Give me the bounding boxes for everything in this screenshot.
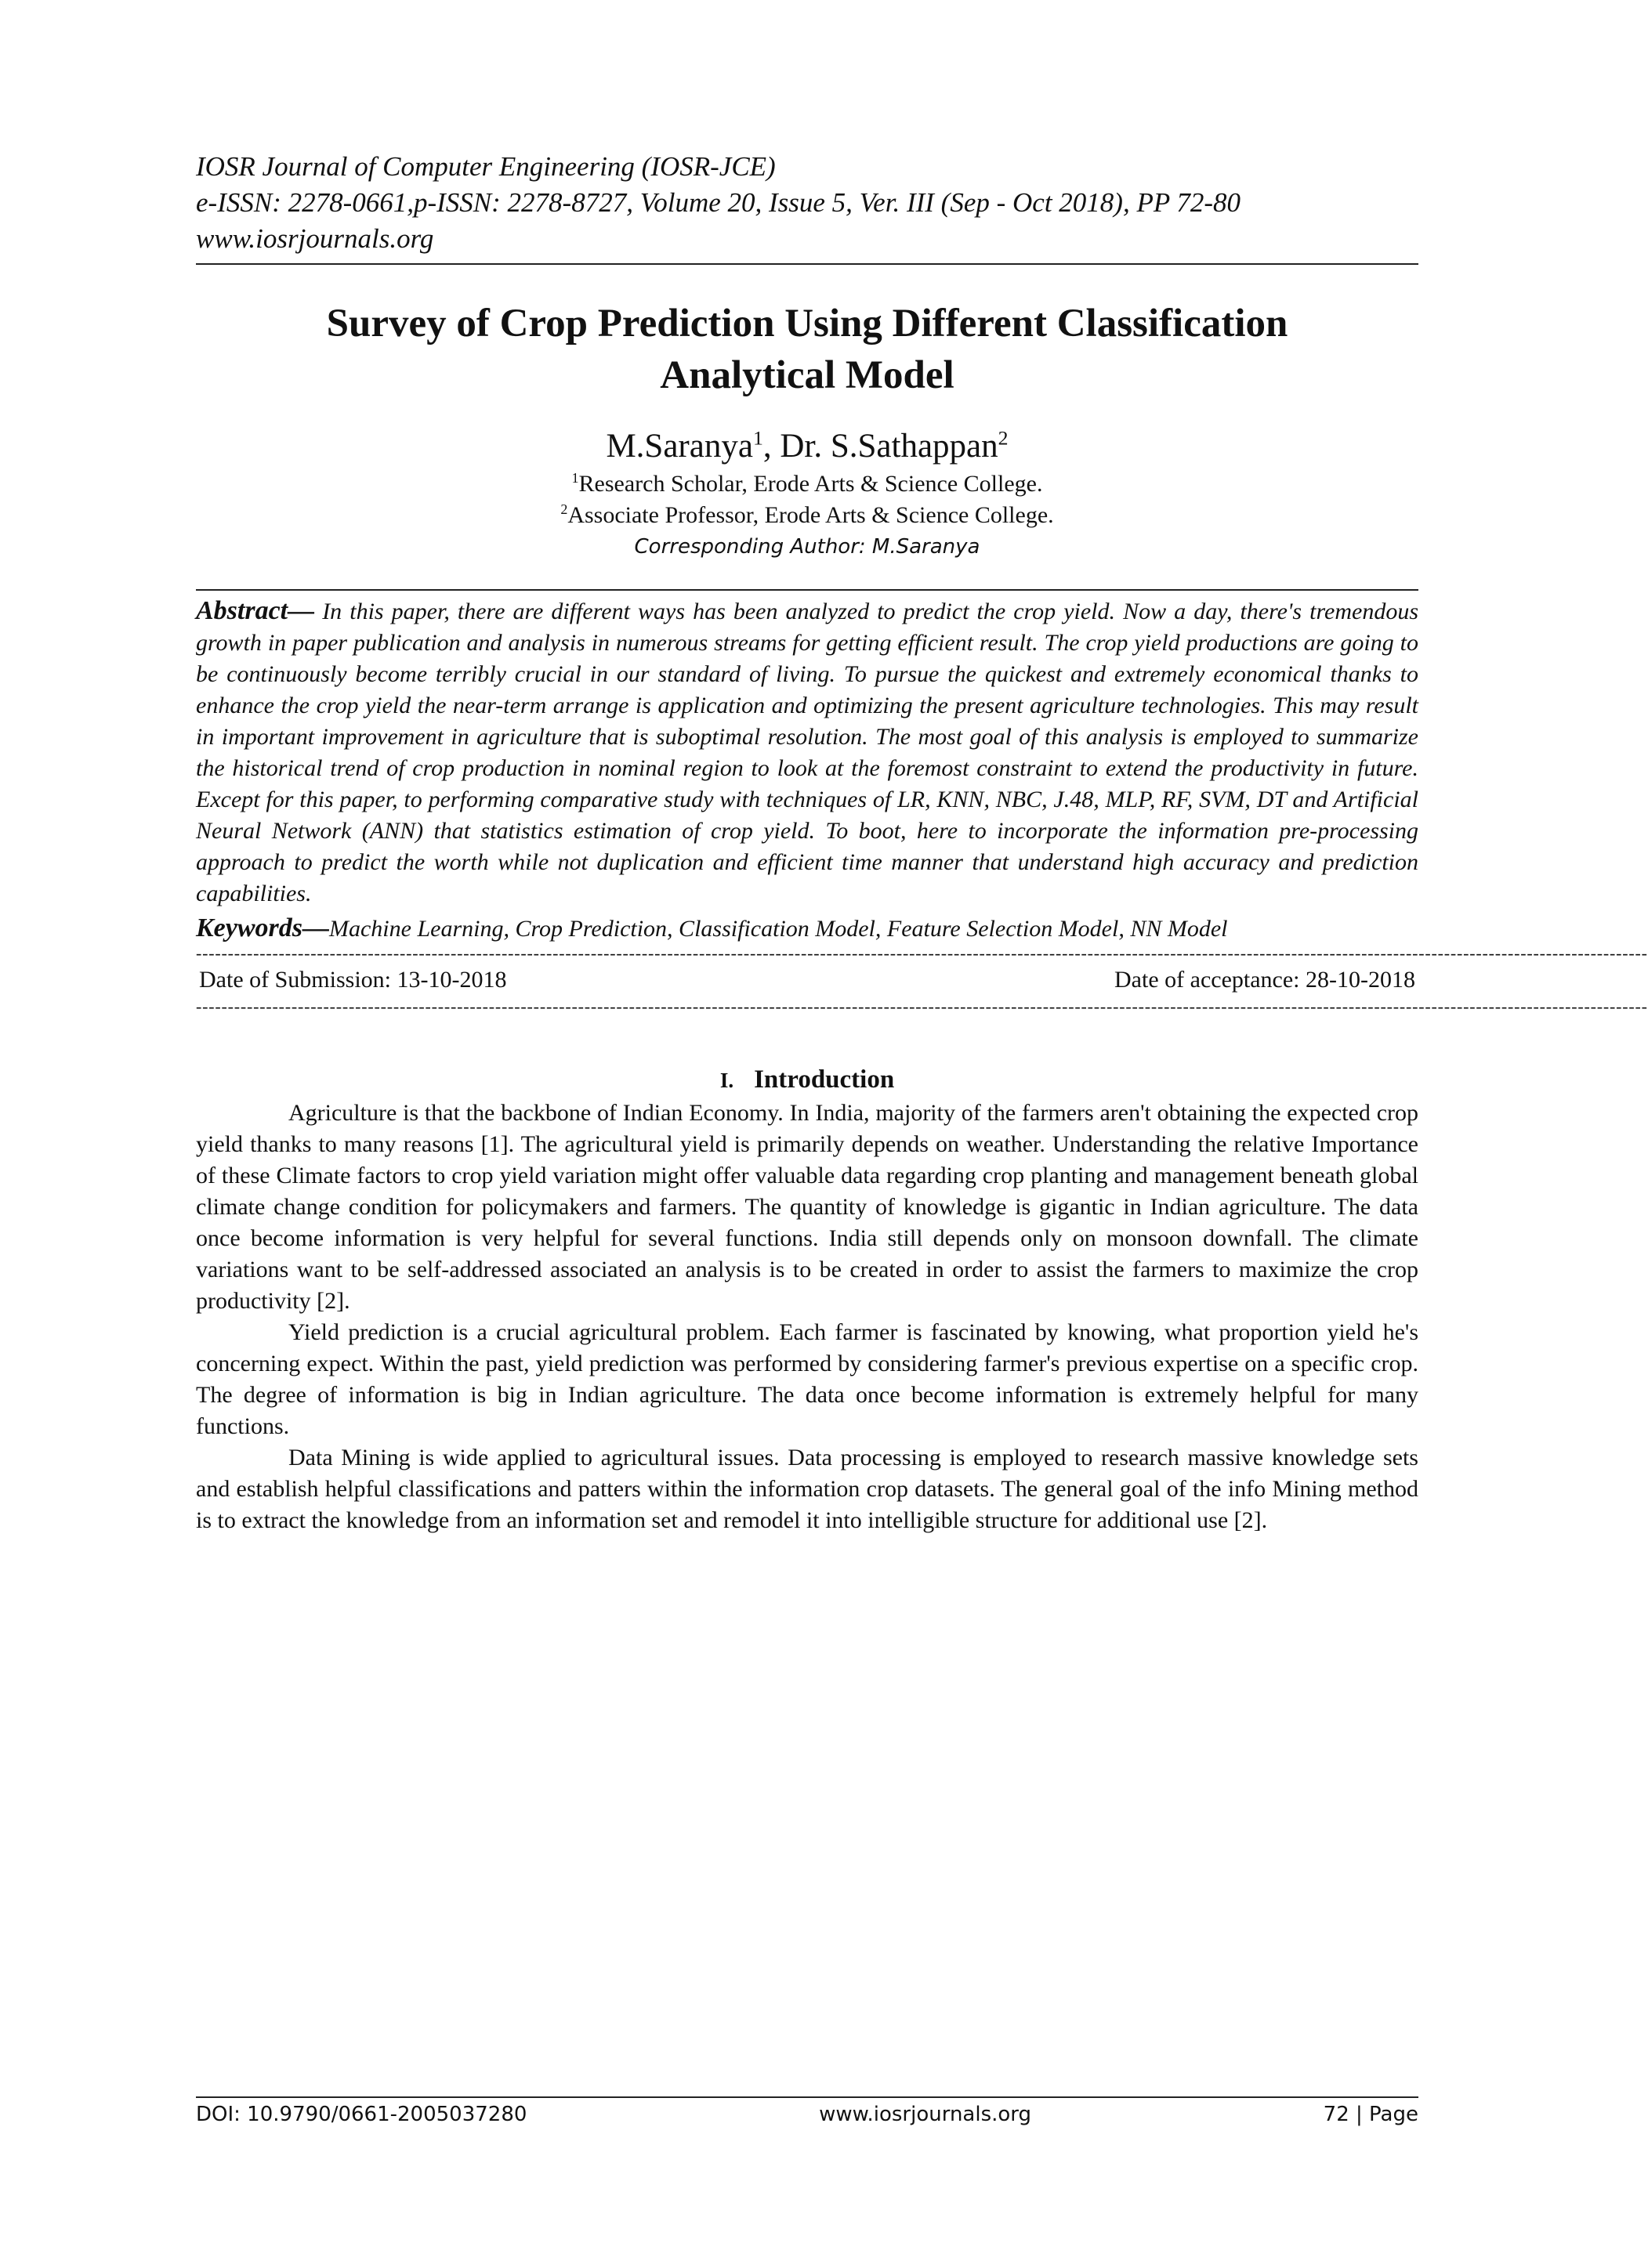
author-separator: , (762, 428, 781, 465)
journal-url: www.iosrjournals.org (196, 223, 434, 254)
footer-url: www.iosrjournals.org (819, 2103, 1032, 2126)
affiliation-superscript: 1 (571, 470, 579, 486)
affiliation-text: Research Scholar, Erode Arts & Science College. (578, 471, 1043, 497)
body-paragraph: Yield prediction is a crucial agricultural problem. Each farmer is fascinated by knowing, what proportion yield he's concerning expect. Within the past, yield prediction was performed by considering farmer's previous expertise on a specific crop. The degree of information is big in Indian agriculture. The data once become information is extremely helpful for many functions. (196, 1319, 1418, 1439)
paper-page (196, 149, 1648, 1536)
page-footer (196, 2096, 1418, 2126)
abstract-text: In this paper, there are different ways has been analyzed to predict the crop yield. Now a day, there's tremendous growth in paper publication and analysis in numerous streams for getting efficient result. The crop yield productions are going to be continuously become terribly crucial in our standard of living. To pursue the quickest and extremely economical thanks to enhance the crop yield the near-term arrange is application and optimizing the present agriculture technologies. This may result in important improvement in agriculture that is suboptimal resolution. The most goal of this analysis is employed to summarize the historical trend of crop production in nominal region to look at the foremost constraint to extend the productivity in future. Except for this paper, to performing comparative study with techniques of LR, KNN, NBC, J.48, MLP, RF, SVM, DT and Artificial Neural Network (ANN) that statistics estimation of crop yield. To boot, here to incorporate the information pre-processing approach to predict the worth while not duplication and efficient time manner that understand high accuracy and prediction capabilities. (196, 599, 1418, 906)
journal-header (196, 149, 1418, 257)
author-name: Dr. S.Sathappan (780, 428, 998, 465)
keywords-label: Keywords— (196, 913, 329, 942)
abstract (196, 595, 1418, 910)
header-rule (196, 263, 1418, 265)
journal-name: IOSR Journal of Computer Engineering (IOSR-JCE) (196, 151, 776, 182)
author-superscript: 2 (998, 426, 1009, 450)
dashed-separator: ------------------------------------------------------------------------------------------------------------------------------------------------------------------------------------------------------------------------------------ (196, 997, 1648, 1016)
dashed-separator: ------------------------------------------------------------------------------------------------------------------------------------------------------------------------------------------------------------------------------------ (196, 943, 1648, 963)
abstract-top-rule (196, 589, 1418, 591)
title-line-2: Analytical Model (660, 353, 954, 397)
corresponding-author: Corresponding Author: M.Saranya (634, 535, 980, 559)
body-paragraph: Data Mining is wide applied to agricultural issues. Data processing is employed to research massive knowledge sets and establish helpful classifications and patters within the information crop datasets. The general goal of the info Mining method is to extract the knowledge from an information set and remodel it into intelligible structure for additional use [2]. (196, 1445, 1418, 1533)
section-title: Introduction (754, 1065, 895, 1094)
author-name: M.Saranya (606, 428, 753, 465)
title-line-1: Survey of Crop Prediction Using Different Classification (326, 302, 1288, 345)
dates-row (196, 962, 1418, 998)
acceptance-date: Date of acceptance: 28-10-2018 (1114, 967, 1415, 993)
footer-page-number: 72 | Page (1323, 2103, 1418, 2126)
section-heading (196, 1062, 1418, 1098)
affiliation-text: Associate Professor, Erode Arts & Science College. (567, 502, 1054, 528)
author-list (196, 425, 1418, 468)
keywords (196, 913, 1418, 945)
journal-issn: e-ISSN: 2278-0661,p-ISSN: 2278-8727, Volume 20, Issue 5, Ver. III (Sep - Oct 2018), PP 72-80 (196, 187, 1241, 218)
submission-date: Date of Submission: 13-10-2018 (199, 967, 507, 993)
abstract-label: Abstract— (196, 596, 315, 625)
footer-doi: DOI: 10.9790/0661-2005037280 (196, 2103, 527, 2126)
author-superscript: 1 (752, 426, 763, 450)
body-paragraph: Agriculture is that the backbone of Indian Economy. In India, majority of the farmers aren't obtaining the expected crop yield thanks to many reasons [1]. The agricultural yield is primarily depends on weather. Understanding the relative Importance of these Climate factors to crop yield variation might offer valuable data regarding crop planting and management beneath global climate change condition for policymakers and farmers. The quantity of knowledge is gigantic in Indian agriculture. The data once become information is very helpful for several functions. India still depends only on monsoon downfall. The climate variations want to be self-addressed associated an analysis is to be created in order to assist the farmers to maximize the crop productivity [2]. (196, 1100, 1418, 1314)
affiliation-superscript: 2 (560, 501, 568, 517)
affiliation-1 (196, 468, 1418, 500)
section-number: I. (719, 1069, 734, 1092)
paper-title (196, 298, 1418, 401)
keywords-text: Machine Learning, Crop Prediction, Classification Model, Feature Selection Model, NN Model (329, 916, 1228, 942)
affiliation-2 (196, 500, 1418, 531)
